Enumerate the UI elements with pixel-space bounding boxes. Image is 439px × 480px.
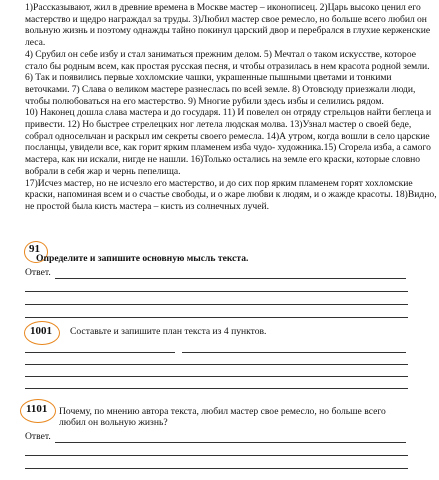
task-number: 91 bbox=[29, 243, 40, 255]
passage-paragraph-1: 1)Рассказывают, жил в древние времена в Москве мастер – иконописец. 2)Царь высоко ценил его мастерство и щедро награждал за труды. 3)Любил мастер свое ремесло, но больше всего любил он вольную жизнь и поэтому однажды тайно покинул царский двор и перебрался в глухие керженские леса. bbox=[25, 2, 431, 49]
reading-passage bbox=[25, 2, 437, 213]
answer-label: Ответ. bbox=[25, 267, 51, 278]
passage-paragraph-2: 4) Срубил он себе избу и стал заниматься прежним делом. 5) Мечтал о таком искусстве, которое стало бы родным всем, как простая русская песня, и чтобы отразилась в нем красота родной земли. 6) Так и появились первые хохломские чашки, украшенные пышными цветами и тонкими веточками. 7) Слава о великом мастере разнеслась по всей земле. 8) Отовсюду приезжали люди, чтобы полюбоваться на его мастерство. 9) Многие рубили здесь избы и селились рядом. bbox=[25, 48, 430, 107]
task-number: 1001 bbox=[30, 325, 52, 337]
task-question: Определите и запишите основную мысль текста. bbox=[36, 253, 249, 264]
answer-label: Ответ. bbox=[25, 431, 51, 442]
plan-line[interactable] bbox=[25, 388, 408, 389]
passage-paragraph-3: 10) Наконец дошла слава мастера и до государя. 11) И повелел он отряду стрельцов найти беглеца и привести. 12) Но быстрее стрелецких ног летела людская молва. 13)Узнал мастер о своей беде, собрал односельчан и раскрыл им секреты своего ремесла. 14)А утром, когда вошли в село царские посланцы, увидели все, как горит ярким пламенем изба чудо- художника.15) Сгорела изба, а самого мастера, как ни искали, нигде не нашли. 16)Только остались на земле его краски, которые словно вобрали в себя жар и чернь пепелища. bbox=[25, 107, 432, 177]
task-question-line-2: любил он вольную жизнь? bbox=[59, 417, 168, 428]
answer-line[interactable] bbox=[25, 317, 408, 318]
answer-line[interactable] bbox=[55, 278, 406, 279]
plan-line[interactable] bbox=[25, 352, 175, 353]
task-question: Составьте и запишите план текста из 4 пунктов. bbox=[70, 326, 267, 337]
answer-line[interactable] bbox=[25, 304, 408, 305]
task-question-line-1: Почему, по мнению автора текста, любил мастер свое ремесло, но больше всего bbox=[59, 406, 386, 417]
passage-paragraph-4: 17)Исчез мастер, но не исчезло его мастерство, и до сих пор ярким пламенем горят хохломские краски, напоминая всем и о счастье свободы, и о жаре любви к людям, и о жажде красоты. 18)Видно, не простой была кисть мастера – кисть из солнечных лучей. bbox=[25, 177, 437, 212]
task-number: 1101 bbox=[26, 403, 48, 415]
answer-line[interactable] bbox=[25, 455, 408, 456]
plan-line[interactable] bbox=[25, 376, 408, 377]
plan-line[interactable] bbox=[182, 352, 406, 353]
answer-line[interactable] bbox=[55, 442, 406, 443]
answer-line[interactable] bbox=[25, 291, 408, 292]
plan-line[interactable] bbox=[25, 364, 408, 365]
answer-line[interactable] bbox=[25, 468, 408, 469]
